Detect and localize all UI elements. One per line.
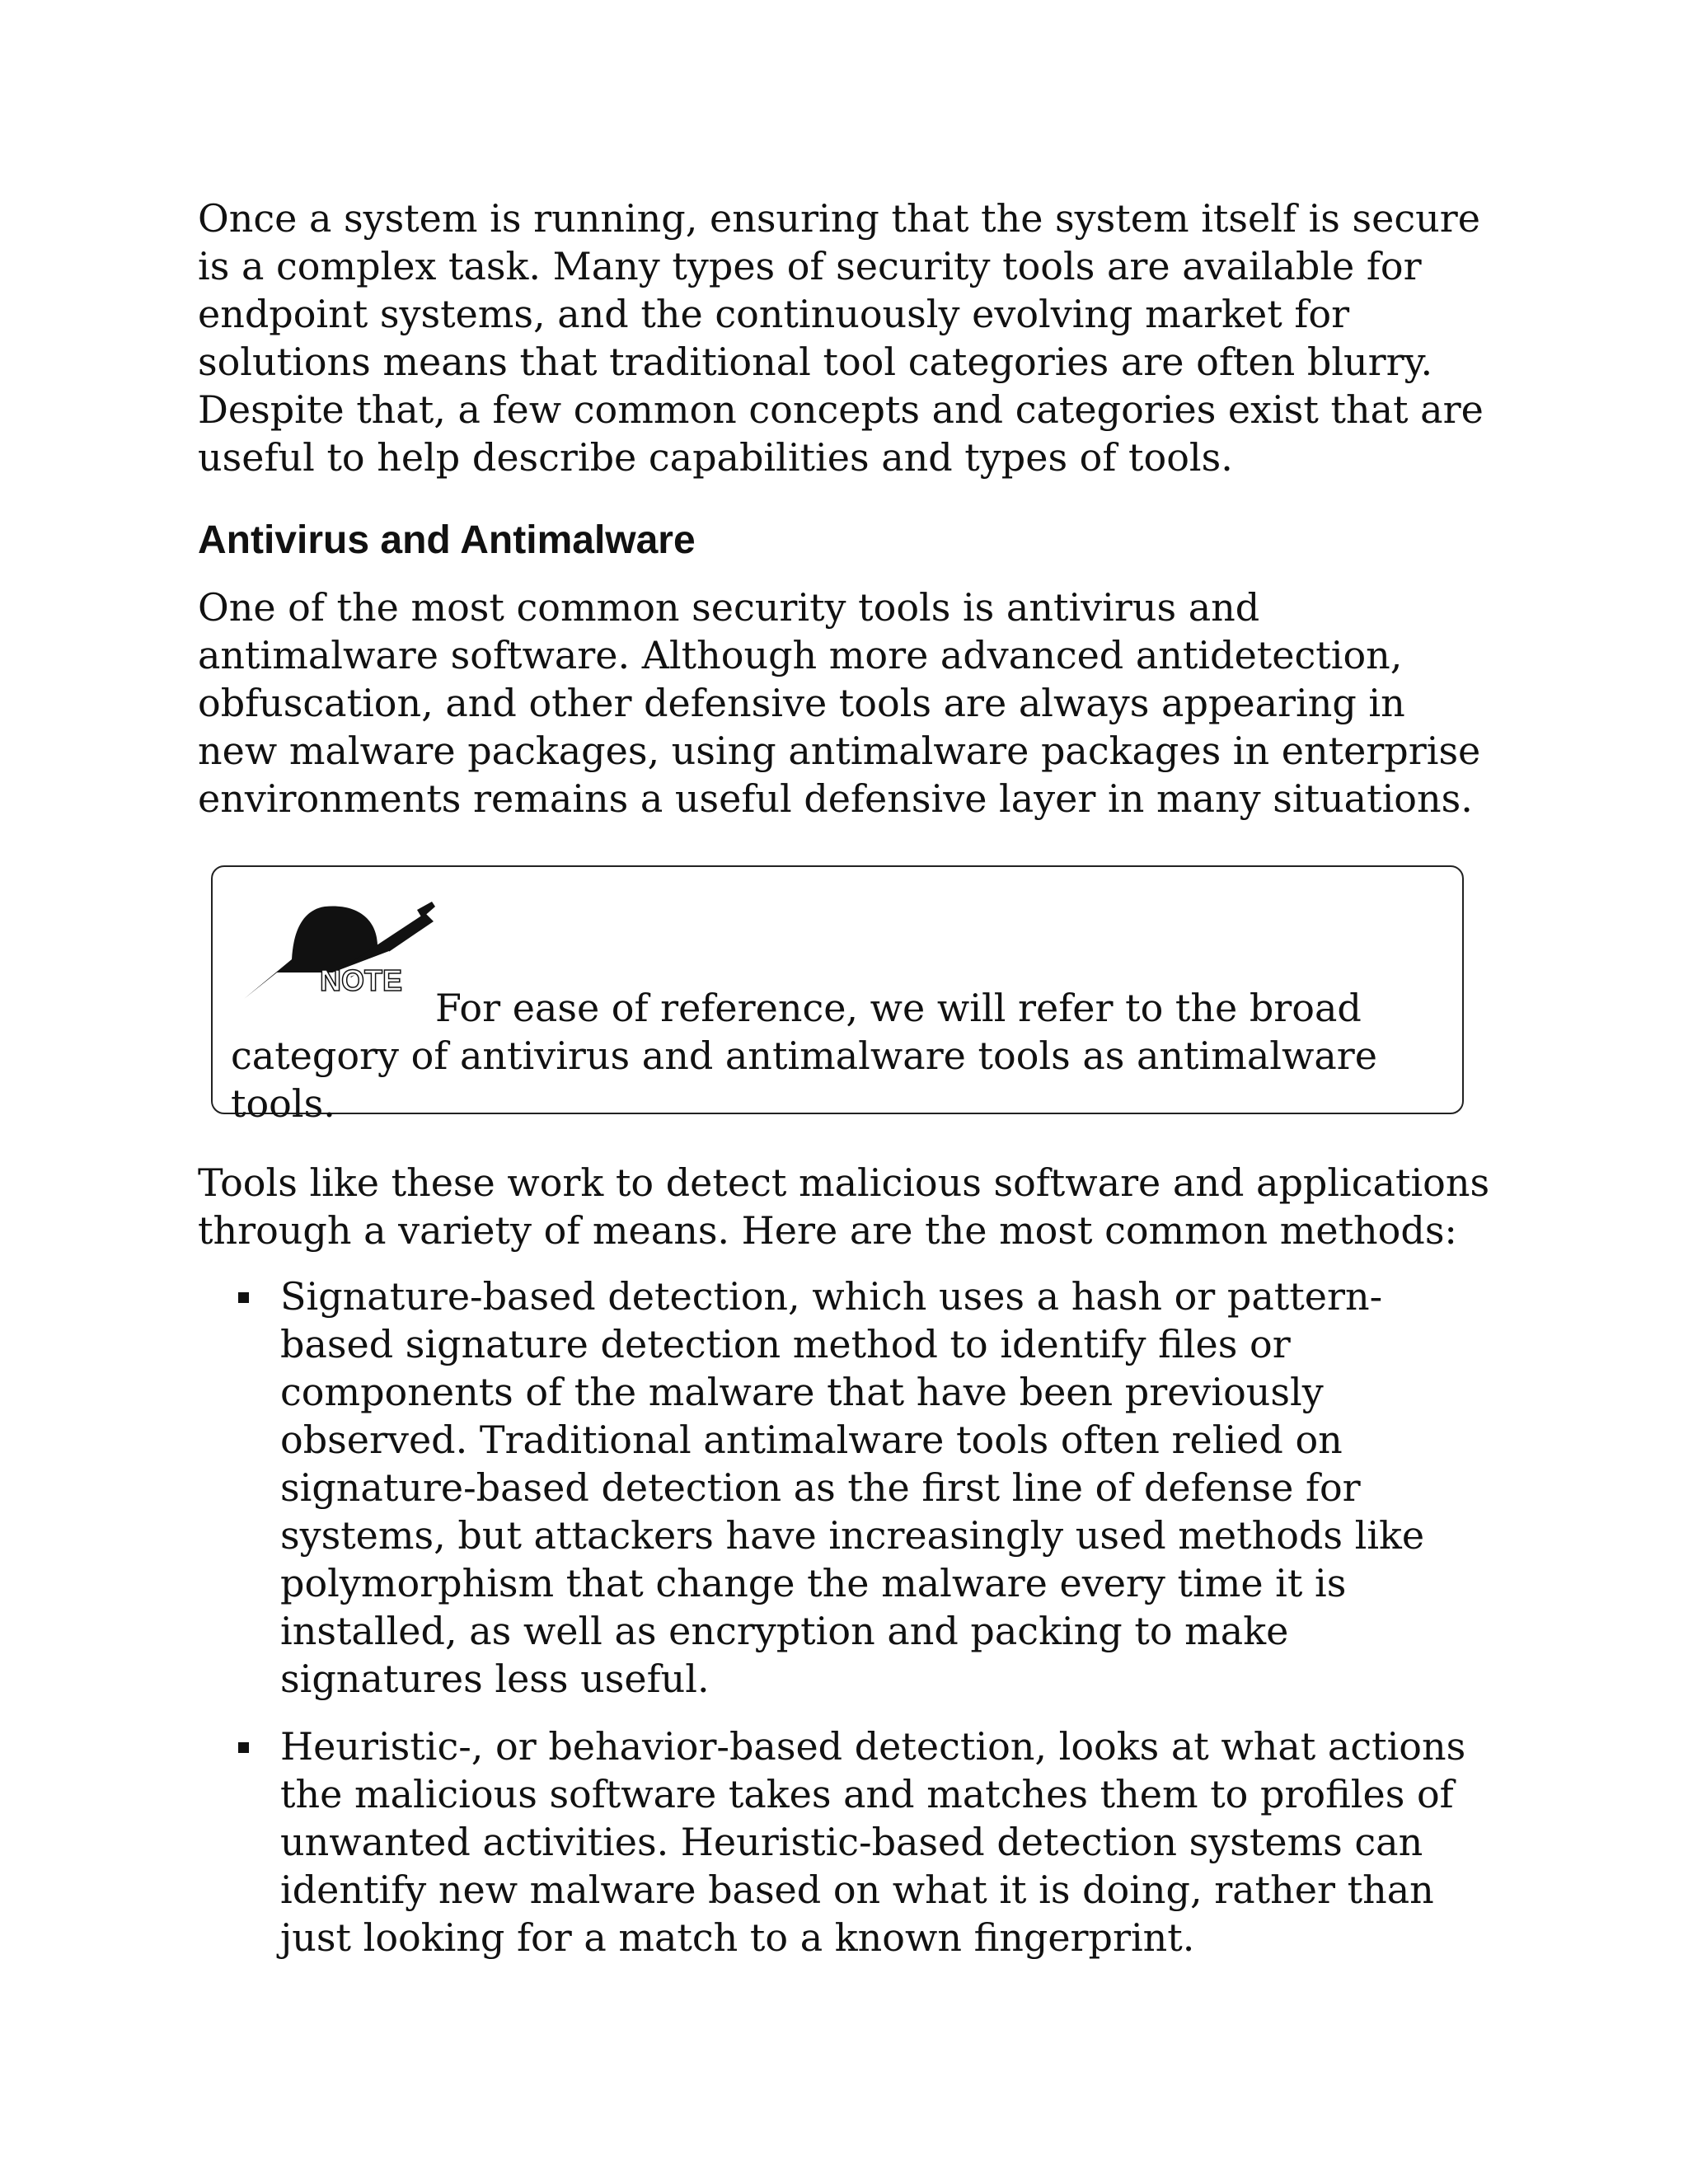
methods-intro-paragraph: Tools like these work to detect malicious software and applications through a variety of means. Here are the most common methods:	[198, 1160, 1490, 1253]
bullet-square-icon	[238, 1292, 249, 1303]
note-box	[211, 865, 1464, 1126]
document-page	[198, 194, 1492, 1981]
note-text: For ease of reference, we will refer to the broad category of antivirus and antimalware tools as antimalware tools.	[231, 986, 1378, 1126]
methods-list	[198, 1272, 1492, 1961]
list-item	[198, 1722, 1492, 1961]
list-item-text: Signature-based detection, which uses a hash or pattern-based signature detection method to identify files or components of the malware that have been previously observed. Traditional antimalware tools often relied on signature-based detection as the first line of defense for systems, but attackers have increasingly used methods like polymorphism that change the malware every time it is installed, as well as encryption and packing to make signatures less useful.	[280, 1274, 1425, 1701]
list-item	[198, 1272, 1492, 1703]
note-icon-label: NOTE	[320, 963, 403, 997]
section-heading: Antivirus and Antimalware	[198, 518, 696, 562]
intro-paragraph: Once a system is running, ensuring that the system itself is secure is a complex task. Many types of security tools are available for endpoint systems, and the continuously evolving market for solutions means that traditional tool categories are often blurry. Despite that, a few common concepts and categories exist that are useful to help describe capabilities and types of tools.	[198, 196, 1484, 480]
list-item-text: Heuristic-, or behavior-based detection, looks at what actions the malicious software takes and matches them to profiles of unwanted activities. Heuristic-based detection systems can identify new malware based on what it is doing, rather than just looking for a match to a known fingerprint.	[280, 1724, 1466, 1960]
section-paragraph: One of the most common security tools is antivirus and antimalware software. Although more advanced antidetection, obfuscation, and other defensive tools are always appearing in new malware packages, using antimalware packages in enterprise environments remains a useful defensive layer in many situations.	[198, 585, 1481, 821]
bullet-square-icon	[238, 1742, 249, 1753]
